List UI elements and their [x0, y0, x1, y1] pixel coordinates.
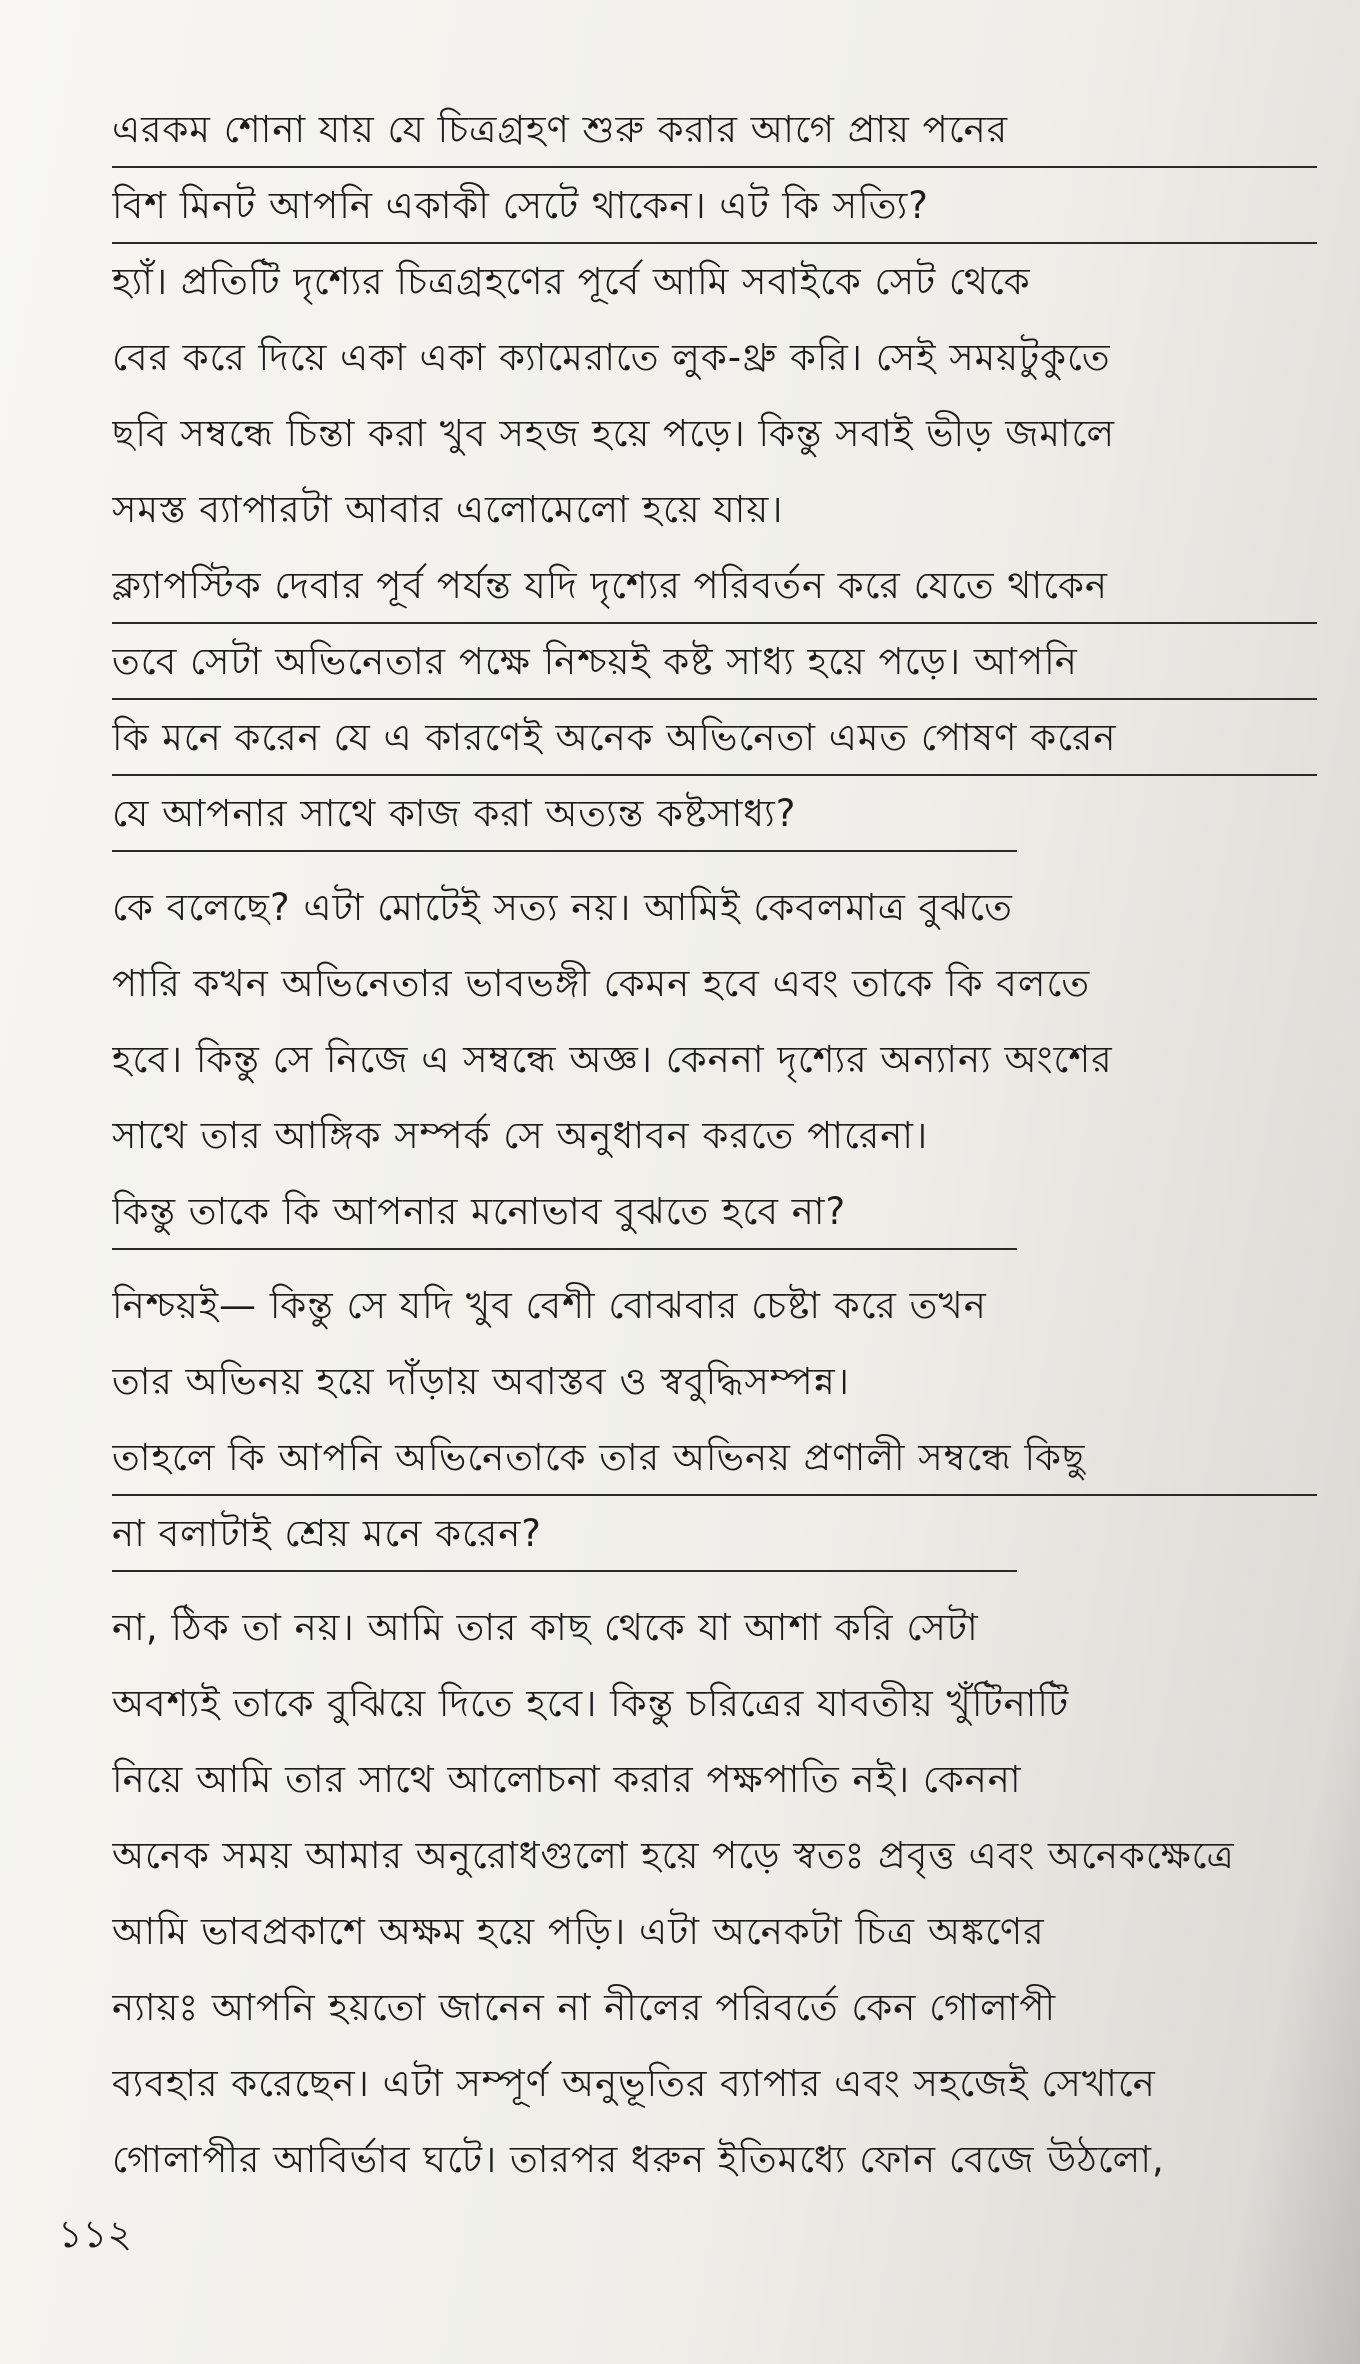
question-line: বিশ মিনট আপনি একাকী সেটে থাকেন। এট কি সত্যি?	[112, 168, 1317, 244]
answer-line: নিশ্চয়ই— কিন্তু সে যদি খুব বেশী বোঝবার চেষ্টা করে তখন	[112, 1284, 987, 1327]
answer-line: সমস্ত ব্যাপারটা আবার এলোমেলো হয়ে যায়।	[112, 488, 784, 531]
answer-line: কে বলেছে? এটা মোটেই সত্য নয়। আমিই কেবলমাত্র বুঝতে	[112, 886, 1013, 929]
answer-line: ন্যায়ঃ আপনি হয়তো জানেন না নীলের পরিবর্তে কেন গোলাপী	[112, 1986, 1057, 2029]
page-text	[112, 92, 1317, 2198]
question-line: এরকম শোনা যায় যে চিত্রগ্রহণ শুরু করার আগে প্রায় পনের	[112, 92, 1317, 168]
answer-line: ব্যবহার করেছেন। এটা সম্পূর্ণ অনুভূতির ব্যাপার এবং সহজেই সেখানে	[112, 2062, 1156, 2105]
answer-line: অনেক সময় আমার অনুরোধগুলো হয়ে পড়ে স্বতঃ প্রবৃত্ত এবং অনেকক্ষেত্রে	[112, 1834, 1235, 1877]
question-line: কি মনে করেন যে এ কারণেই অনেক অভিনেতা এমত পোষণ করেন	[112, 700, 1317, 776]
answer-line: পারি কখন অভিনেতার ভাবভঙ্গী কেমন হবে এবং তাকে কি বলতে	[112, 962, 1091, 1005]
answer-line: গোলাপীর আবির্ভাব ঘটে। তারপর ধরুন ইতিমধ্যে ফোন বেজে উঠলো,	[112, 2138, 1165, 2181]
question-line: না বলাটাই শ্রেয় মনে করেন?	[112, 1496, 1017, 1572]
question-line: ক্ল্যাপস্টিক দেবার পূর্ব পর্যন্ত যদি দৃশ্যের পরিবর্তন করে যেতে থাকেন	[112, 548, 1317, 624]
answer-line: তার অভিনয় হয়ে দাঁড়ায় অবাস্তব ও স্ববুদ্ধিসম্পন্ন।	[112, 1360, 850, 1403]
answer-line: হবে। কিন্তু সে নিজে এ সম্বন্ধে অজ্ঞ। কেননা দৃশ্যের অন্যান্য অংশের	[112, 1038, 1113, 1081]
answer-line: বের করে দিয়ে একা একা ক্যামেরাতে লুক-থ্রু করি। সেই সময়টুকুতে	[112, 336, 1111, 379]
answer-line: নিয়ে আমি তার সাথে আলোচনা করার পক্ষপাতি নই। কেননা	[112, 1758, 1022, 1801]
page-number: ১১২	[58, 2212, 133, 2256]
answer-line: ছবি সম্বন্ধে চিন্তা করা খুব সহজ হয়ে পড়ে। কিন্তু সবাই ভীড় জমালে	[112, 412, 1116, 455]
question-line: তাহলে কি আপনি অভিনেতাকে তার অভিনয় প্রণালী সম্বন্ধে কিছু	[112, 1420, 1317, 1496]
answer-line: হ্যাঁ। প্রতিটি দৃশ্যের চিত্রগ্রহণের পূর্বে আমি সবাইকে সেট থেকে	[112, 260, 1031, 303]
question-line: কিন্তু তাকে কি আপনার মনোভাব বুঝতে হবে না?	[112, 1174, 1017, 1250]
answer-line: না, ঠিক তা নয়। আমি তার কাছ থেকে যা আশা করি সেটা	[112, 1606, 979, 1649]
answer-line: অবশ্যই তাকে বুঝিয়ে দিতে হবে। কিন্তু চরিত্রের যাবতীয় খুঁটিনাটি	[112, 1682, 1070, 1725]
question-line: তবে সেটা অভিনেতার পক্ষে নিশ্চয়ই কষ্ট সাধ্য হয়ে পড়ে। আপনি	[112, 624, 1317, 700]
question-line: যে আপনার সাথে কাজ করা অত্যন্ত কষ্টসাধ্য?	[112, 776, 1017, 852]
answer-line: আমি ভাবপ্রকাশে অক্ষম হয়ে পড়ি। এটা অনেকটা চিত্র অঙ্কণের	[112, 1910, 1045, 1953]
answer-line: সাথে তার আঙ্গিক সম্পর্ক সে অনুধাবন করতে পারেনা।	[112, 1114, 929, 1157]
